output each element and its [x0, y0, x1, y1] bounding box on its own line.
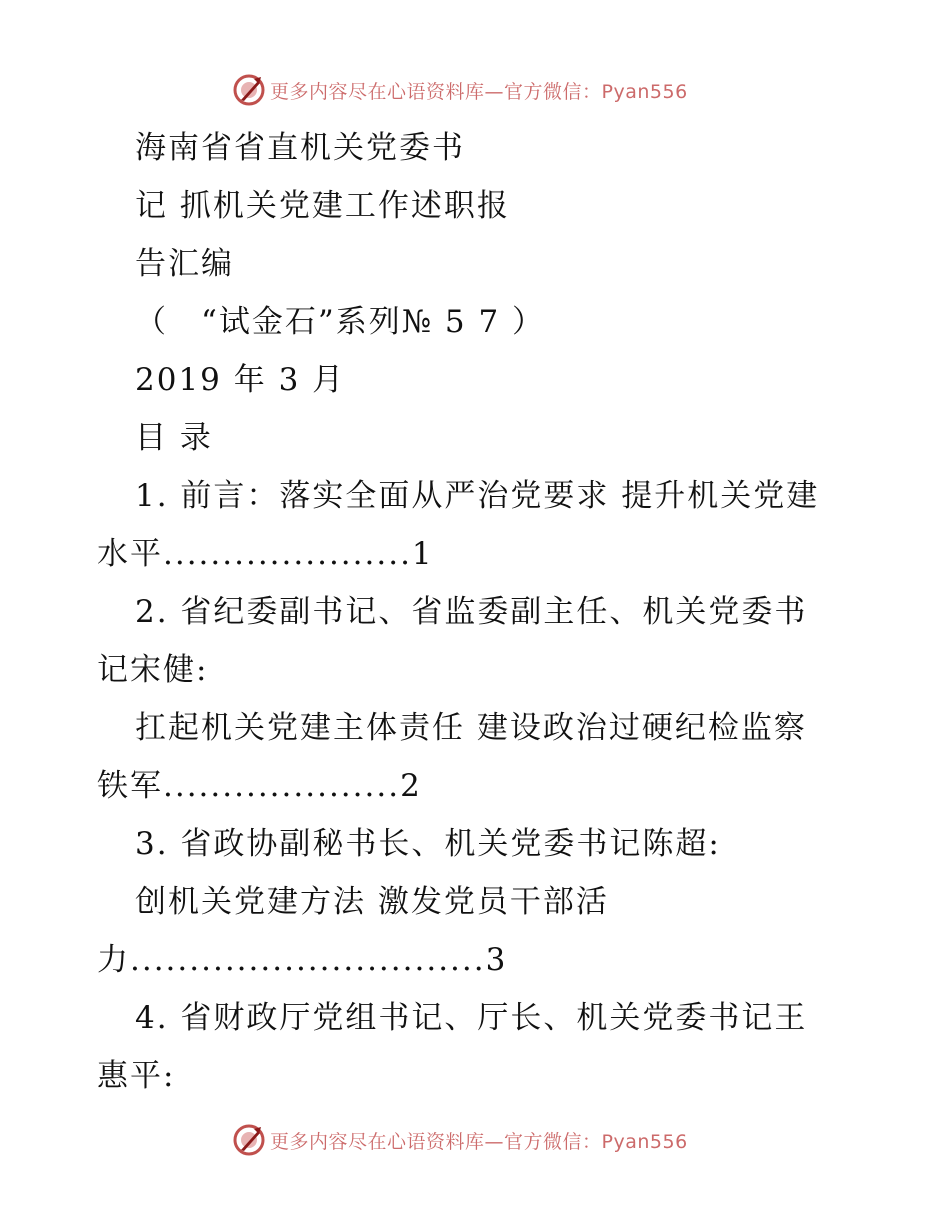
- toc-line: 力..............................3: [97, 942, 508, 978]
- watermark-banner-top: [232, 72, 688, 108]
- doc-title-line-1: 海南省省直机关党委书: [135, 130, 465, 166]
- toc-line: 4. 省财政厅党组书记、厅长、机关党委书记王: [135, 1000, 808, 1036]
- toc-line: 2. 省纪委副书记、省监委副主任、机关党委书: [135, 594, 808, 630]
- doc-series: （ “试金石”系列№ 5 7 ）: [135, 304, 546, 340]
- watermark-banner-bottom: [232, 1122, 688, 1158]
- doc-title-line-3: 告汇编: [135, 246, 234, 282]
- toc-line: 惠平:: [97, 1058, 176, 1094]
- toc-line: 1. 前言：落实全面从严治党要求 提升机关党建: [135, 478, 820, 514]
- quill-seal-icon: [232, 73, 266, 107]
- toc-line: 水平.....................1: [97, 536, 434, 572]
- toc-line: 铁军....................2: [97, 768, 422, 804]
- toc-line: 记宋健:: [97, 652, 209, 688]
- toc-line: 3. 省政协副秘书长、机关党委书记陈超:: [135, 826, 721, 862]
- quill-seal-icon: [232, 1123, 266, 1157]
- doc-date: 2019 年 3 月: [135, 362, 346, 398]
- toc-line: 创机关党建方法 激发党员干部活: [135, 884, 609, 920]
- doc-title-line-2: 记 抓机关党建工作述职报: [135, 188, 510, 224]
- watermark-text: 更多内容尽在心语资料库—官方微信：Pyan556: [270, 80, 688, 103]
- watermark-text: 更多内容尽在心语资料库—官方微信：Pyan556: [270, 1130, 688, 1153]
- toc-line: 扛起机关党建主体责任 建设政治过硬纪检监察: [135, 710, 807, 746]
- toc-heading: 目 录: [135, 420, 213, 456]
